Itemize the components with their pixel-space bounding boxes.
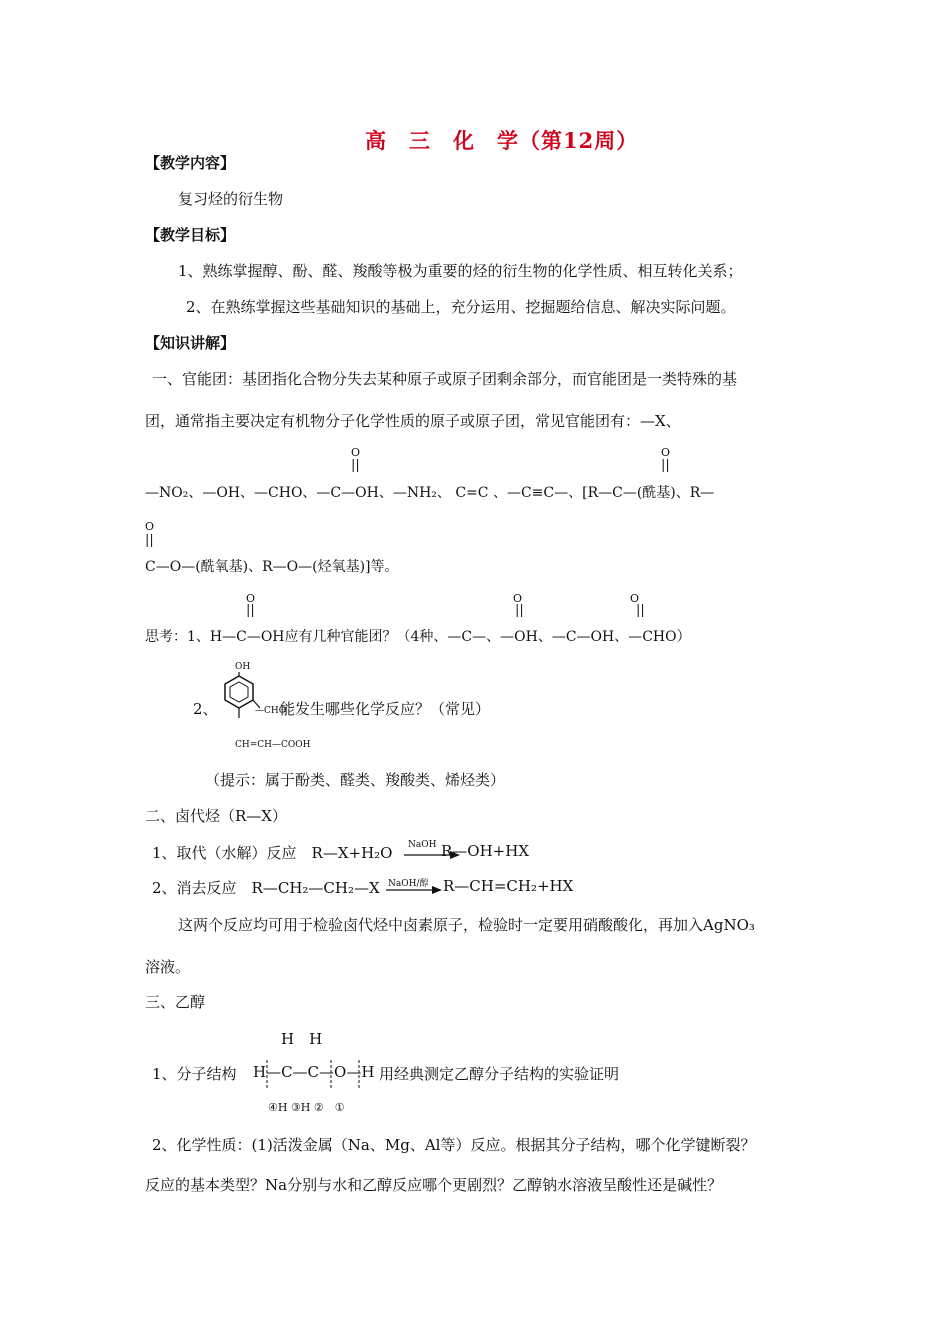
carbonyl-o-6: O xyxy=(630,592,640,605)
goal-2: 2、在熟练掌握这些基础知识的基础上，充分运用、挖掘题给信息、解决实际问题。 xyxy=(186,298,736,316)
functional-groups-line2: C—O—(酰氧基)、R—O—(烃氧基)]等。 xyxy=(145,559,399,575)
reaction-2-product: R—CH=CH₂+HX xyxy=(443,877,574,895)
teaching-goals-heading: 【教学目标】 xyxy=(145,226,236,244)
carbonyl-o-2: O xyxy=(661,446,671,459)
double-bond-3: || xyxy=(145,533,154,548)
functional-groups-line: —NO₂、—OH、—CHO、—C—OH、—NH₂、 C=C 、—C≡C—、[R—C—(酰基)、R— xyxy=(145,485,715,501)
hint-text: （提示：属于酚类、醛类、羧酸类、烯烃类） xyxy=(205,771,506,789)
think-question-1: 思考：1、H—C—OH应有几种官能团？（4种、—C—、—OH、—C—OH、—CHO） xyxy=(145,629,691,645)
reaction-1-condition: NaOH xyxy=(408,840,437,850)
carbonyl-o-3: O xyxy=(145,520,155,533)
haloalkane-note-line2: 溶液。 xyxy=(145,958,191,976)
double-bond-1: || xyxy=(351,458,360,473)
reaction-2-label: 2、消去反应 R—CH₂—CH₂—X xyxy=(152,879,380,897)
benzene-ring-icon xyxy=(220,672,260,732)
carbonyl-o-5: O xyxy=(513,592,523,605)
double-bond-2: || xyxy=(661,458,670,473)
molecule-oh-label: OH xyxy=(235,662,251,672)
page-title: 高 三 化 学（第12周） xyxy=(365,128,639,153)
double-bond-5: || xyxy=(515,603,524,618)
ethanol-top-hydrogens: H H xyxy=(281,1030,323,1048)
ethanol-heading: 三、乙醇 xyxy=(145,993,206,1011)
ethanol-bottom-hydrogens: ④H ③H ② ① xyxy=(268,1101,345,1114)
reaction-1-product: R—OH+HX xyxy=(441,842,530,860)
double-bond-6: || xyxy=(636,603,645,618)
ethanol-structural-formula: H—C—C—O—H xyxy=(253,1063,375,1081)
teaching-content-heading: 【教学内容】 xyxy=(145,154,236,172)
reaction-2-arrow-icon xyxy=(386,885,442,895)
molecule-side-chain: CH=CH—COOH xyxy=(235,740,311,750)
think-question-2-text: 能发生哪些化学反应？（常见） xyxy=(280,700,491,718)
goal-1: 1、熟练掌握醇、酚、醛、羧酸等极为重要的烃的衍生物的化学性质、相互转化关系； xyxy=(178,262,743,280)
double-bond-4: || xyxy=(246,603,255,618)
haloalkane-note-line1: 这两个反应均可用于检验卤代烃中卤素原子，检验时一定要用硝酸酸化，再加入AgNO₃ xyxy=(178,916,755,934)
carbonyl-o-1: O xyxy=(351,446,361,459)
chemical-properties-line1: 2、化学性质：(1)活泼金属（Na、Mg、Al等）反应。根据其分子结构，哪个化学键断裂？ xyxy=(152,1136,756,1154)
reaction-1-label: 1、取代（水解）反应 R—X+H₂O xyxy=(152,844,393,862)
bond-break-marks-icon xyxy=(258,1058,368,1092)
structure-note: 用经典测定乙醇分子结构的实验证明 xyxy=(379,1065,620,1083)
molecule-cho-label: —CHO xyxy=(255,706,287,716)
structure-label: 1、分子结构 xyxy=(152,1065,237,1083)
functional-group-para-line1: 一、官能团：基团指化合物分失去某种原子或原子团剩余部分，而官能团是一类特殊的基 xyxy=(152,370,738,388)
think-question-2-number: 2、 xyxy=(193,700,218,718)
reaction-2-condition: NaOH/醇 xyxy=(388,879,429,889)
haloalkane-heading: 二、卤代烃（R—X） xyxy=(145,807,287,825)
knowledge-heading: 【知识讲解】 xyxy=(145,334,236,352)
chemical-properties-line2: 反应的基本类型？Na分别与水和乙醇反应哪个更剧烈？乙醇钠水溶液呈酸性还是碱性？ xyxy=(145,1176,723,1194)
teaching-content-text: 复习烃的衍生物 xyxy=(178,190,284,208)
carbonyl-o-4: O xyxy=(246,592,256,605)
functional-group-para-line2: 团，通常指主要决定有机物分子化学性质的原子或原子团，常见官能团有：—X、 xyxy=(145,412,681,430)
